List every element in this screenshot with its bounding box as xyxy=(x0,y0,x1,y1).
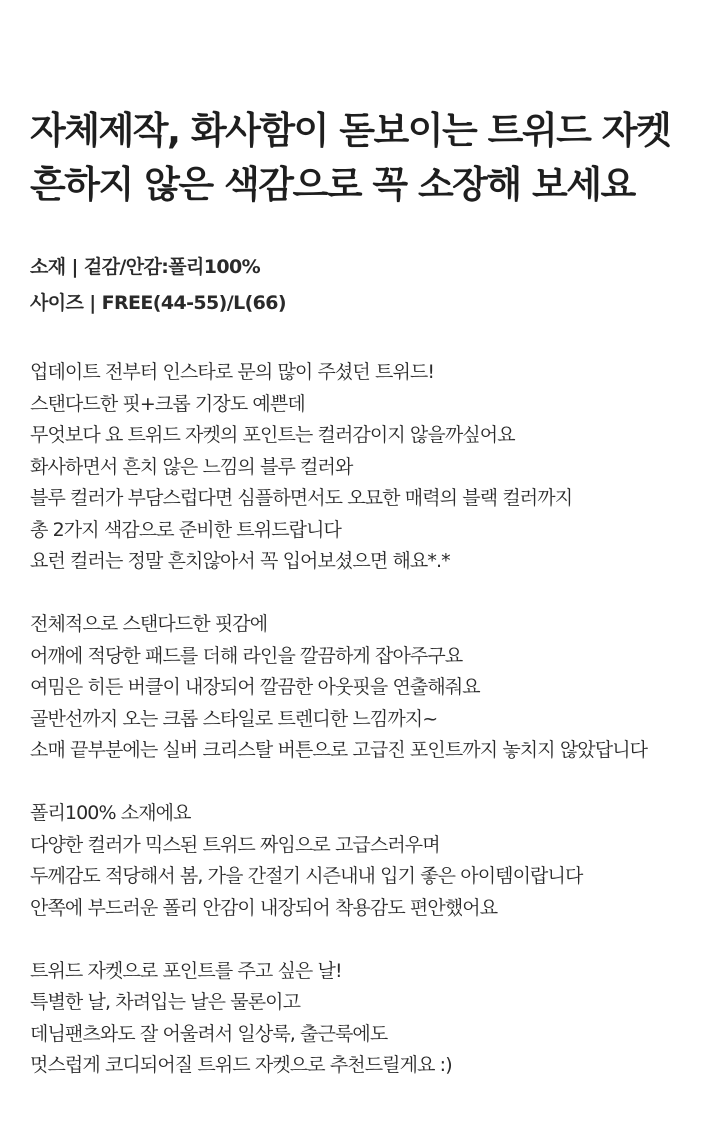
spec-material: 소재 | 겉감/안감:폴리100% xyxy=(30,256,261,278)
text-line: 다양한 컬러가 믹스된 트위드 짜임으로 고급스러우며 xyxy=(30,833,440,856)
text-line: 요런 컬러는 정말 흔치않아서 꼭 입어보셨으면 해요*.* xyxy=(30,550,450,572)
description-body xyxy=(30,357,720,1082)
text-line: 업데이트 전부터 인스타로 문의 많이 주셨던 트위드! xyxy=(30,361,435,383)
paragraph-styling xyxy=(30,956,720,1082)
text-line: 골반선까지 오는 크롭 스타일로 트렌디한 느낌까지~ xyxy=(30,707,438,730)
text-line: 블루 컬러가 부담스럽다면 심플하면서도 오묘한 매력의 블랙 컬러까지 xyxy=(30,487,573,509)
paragraph-fit xyxy=(30,609,720,767)
text-line: 여밈은 히든 버클이 내장되어 깔끔한 아웃핏을 연출해줘요 xyxy=(30,676,480,698)
text-line: 소매 끝부분에는 실버 크리스탈 버튼으로 고급진 포인트까지 놓치지 않았답니다 xyxy=(30,739,648,761)
text-line: 데님팬츠와도 잘 어울려서 일상룩, 출근룩에도 xyxy=(30,1022,388,1045)
text-line: 스탠다드한 핏+크롭 기장도 예쁜데 xyxy=(30,392,305,415)
paragraph-material xyxy=(30,798,720,924)
text-line: 무엇보다 요 트위드 자켓의 포인트는 컬러감이지 않을까싶어요 xyxy=(30,424,515,446)
text-line: 멋스럽게 코디되어질 트위드 자켓으로 추천드릴게요 :) xyxy=(30,1054,452,1076)
text-line: 총 2가지 색감으로 준비한 트위드랍니다 xyxy=(30,518,342,541)
text-line: 폴리100% 소재에요 xyxy=(30,802,191,824)
page-title xyxy=(30,104,720,212)
product-description xyxy=(30,104,720,1082)
text-line: 두께감도 적당해서 봄, 가을 간절기 시즌내내 입기 좋은 아이템이랍니다 xyxy=(30,865,583,887)
spec-size: 사이즈 | FREE(44-55)/L(66) xyxy=(30,292,286,314)
title-line-2: 흔하지 않은 색감으로 꼭 소장해 보세요 xyxy=(30,163,635,206)
text-line: 트위드 자켓으로 포인트를 주고 싶은 날! xyxy=(30,959,342,982)
text-line: 전체적으로 스탠다드한 핏감에 xyxy=(30,613,268,635)
text-line: 화사하면서 흔치 않은 느낌의 블루 컬러와 xyxy=(30,455,353,478)
text-line: 어깨에 적당한 패드를 더해 라인을 깔끔하게 잡아주구요 xyxy=(30,644,463,667)
title-line-1: 자체제작, 화사함이 돋보이는 트위드 자켓 xyxy=(30,109,671,152)
product-specs xyxy=(30,249,720,321)
text-line: 특별한 날, 차려입는 날은 물론이고 xyxy=(30,991,301,1013)
text-line: 안쪽에 부드러운 폴리 안감이 내장되어 착용감도 편안했어요 xyxy=(30,896,498,919)
paragraph-intro xyxy=(30,357,720,578)
